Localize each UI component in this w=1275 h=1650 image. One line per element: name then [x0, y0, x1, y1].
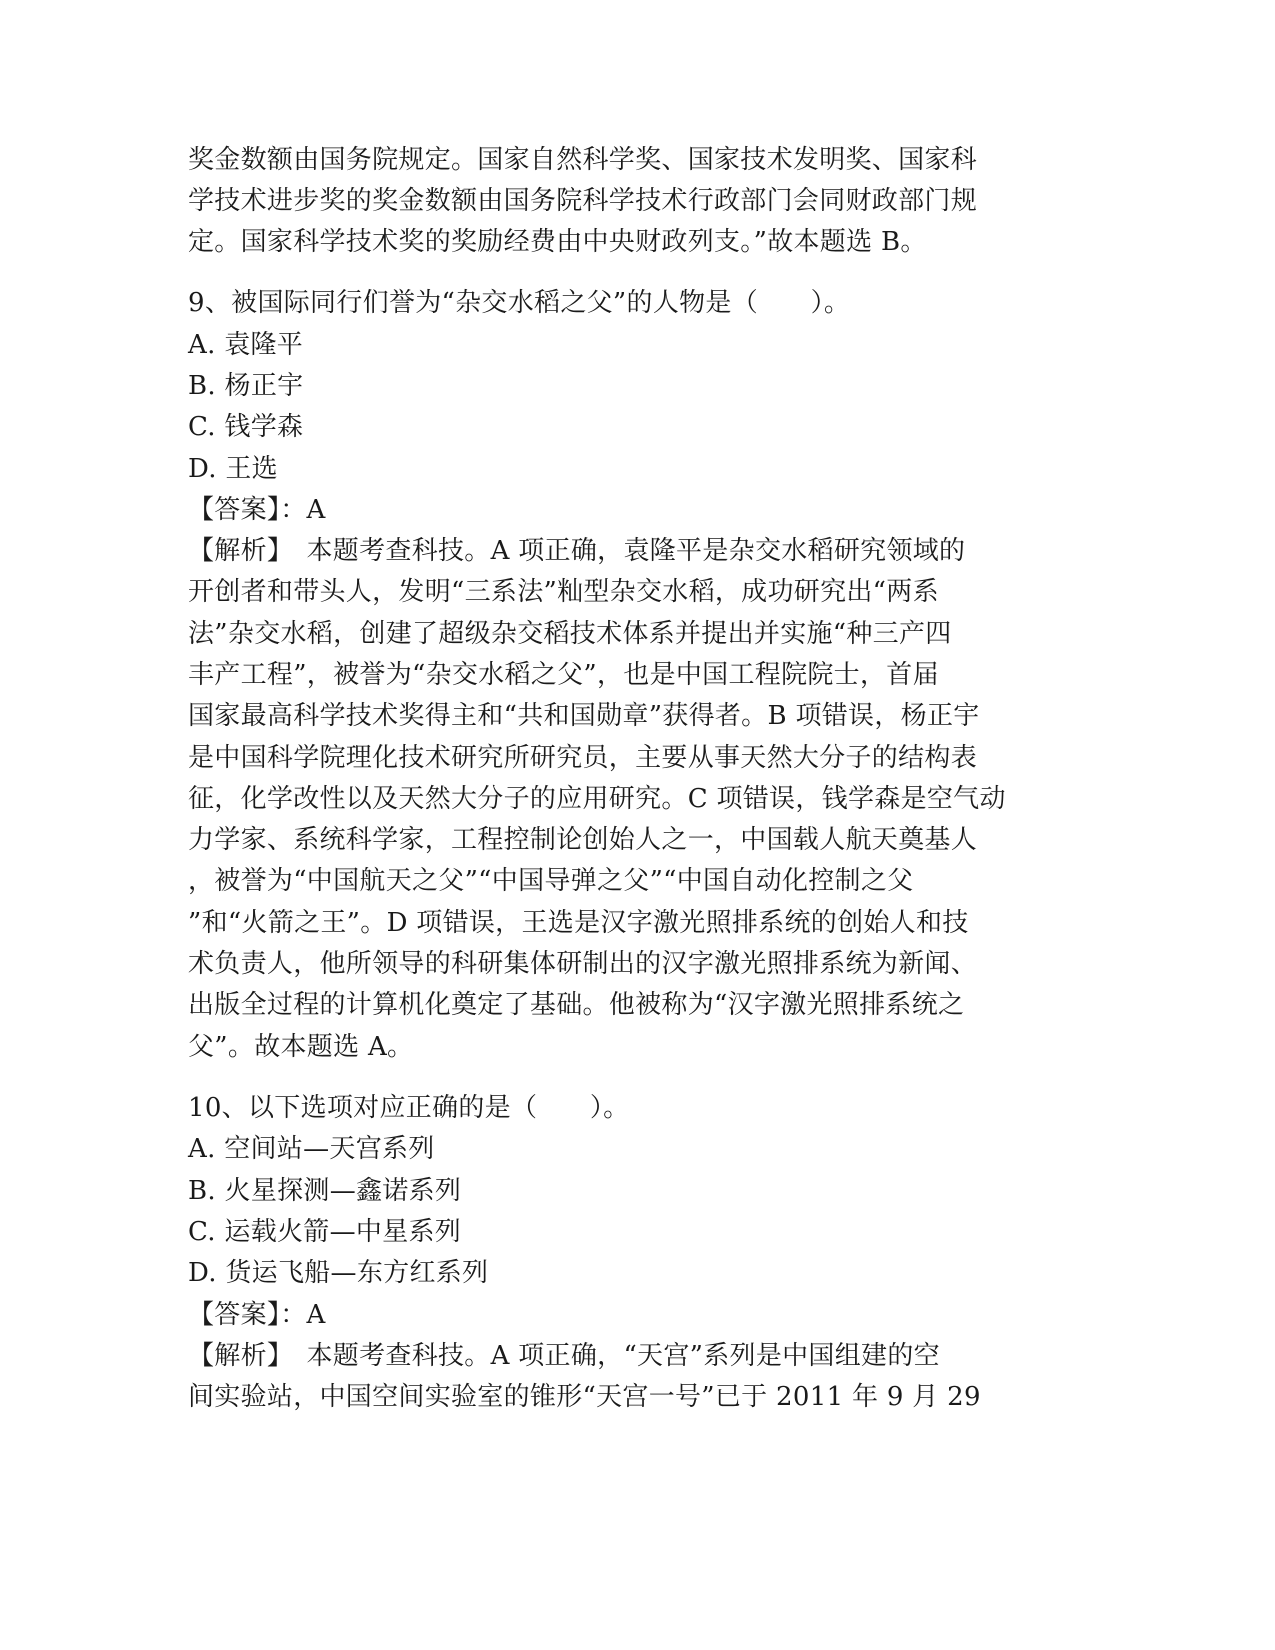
question-9-analysis-line: 出版全过程的计算机化奠定了基础。他被称为“汉字激光照排系统之: [188, 990, 965, 1020]
question-9-analysis-line: 开创者和带头人，发明“三系法”籼型杂交水稻，成功研究出“两系: [188, 577, 939, 607]
question-9-analysis-line: 是中国科学院理化技术研究所研究员，主要从事天然大分子的结构表: [188, 743, 978, 773]
question-9-analysis-line: 国家最高科学技术奖得主和“共和国勋章”获得者。B 项错误，杨正宇: [188, 701, 980, 731]
question-9-analysis-line: 法”杂交水稻，创建了超级杂交稻技术体系并提出并实施“种三产四: [188, 619, 952, 649]
question-9-analysis-line: ”和“火箭之王”。D 项错误，王选是汉字激光照排系统的创始人和技: [188, 908, 969, 938]
question-9-analysis-line: 丰产工程”，被誉为“杂交水稻之父”，也是中国工程院院士，首届: [188, 660, 939, 690]
question-9-text: 9、被国际同行们誉为“杂交水稻之父”的人物是（ ）。: [188, 288, 851, 318]
question-9-analysis-line: 父”。故本题选 A。: [188, 1032, 414, 1062]
question-9-answer: 【答案】：A: [188, 495, 326, 525]
prev-explanation-line: 奖金数额由国务院规定。国家自然科学奖、国家技术发明奖、国家科: [188, 145, 978, 175]
prev-explanation-line: 定。国家科学技术奖的奖励经费由中央财政列支。”故本题选 B。: [188, 227, 927, 257]
question-10-analysis-line: 【解析】 本题考查科技。A 项正确，“天宫”系列是中国组建的空: [188, 1341, 940, 1371]
question-9-analysis-line: ，被誉为“中国航天之父”“中国导弹之父”“中国自动化控制之父: [188, 866, 914, 896]
question-10-answer: 【答案】：A: [188, 1300, 326, 1330]
question-10-analysis-line: 间实验站，中国空间实验室的锥形“天宫一号”已于 2011 年 9 月 29: [188, 1382, 981, 1412]
question-10-text: 10、以下选项对应正确的是（ ）。: [188, 1093, 630, 1123]
question-9-option-d: D. 王选: [188, 454, 278, 484]
question-9-option-a: A. 袁隆平: [188, 330, 304, 360]
question-9-option-c: C. 钱学森: [188, 412, 304, 442]
question-9-analysis-line: 征，化学改性以及天然大分子的应用研究。C 项错误，钱学森是空气动: [188, 784, 1006, 814]
question-10-option-b: B. 火星探测—鑫诺系列: [188, 1176, 462, 1206]
question-10-option-d: D. 货运飞船—东方红系列: [188, 1258, 489, 1288]
question-9-option-b: B. 杨正宇: [188, 371, 304, 401]
question-10-option-c: C. 运载火箭—中星系列: [188, 1217, 462, 1247]
question-9-analysis-line: 术负责人，他所领导的科研集体研制出的汉字激光照排系统为新闻、: [188, 949, 978, 979]
question-9-analysis-line: 力学家、系统科学家，工程控制论创始人之一，中国载人航天奠基人: [188, 825, 978, 855]
question-10-option-a: A. 空间站—天宫系列: [188, 1134, 435, 1164]
prev-explanation-line: 学技术进步奖的奖金数额由国务院科学技术行政部门会同财政部门规: [188, 186, 978, 216]
question-9-analysis-line: 【解析】 本题考查科技。A 项正确，袁隆平是杂交水稻研究领域的: [188, 536, 966, 566]
